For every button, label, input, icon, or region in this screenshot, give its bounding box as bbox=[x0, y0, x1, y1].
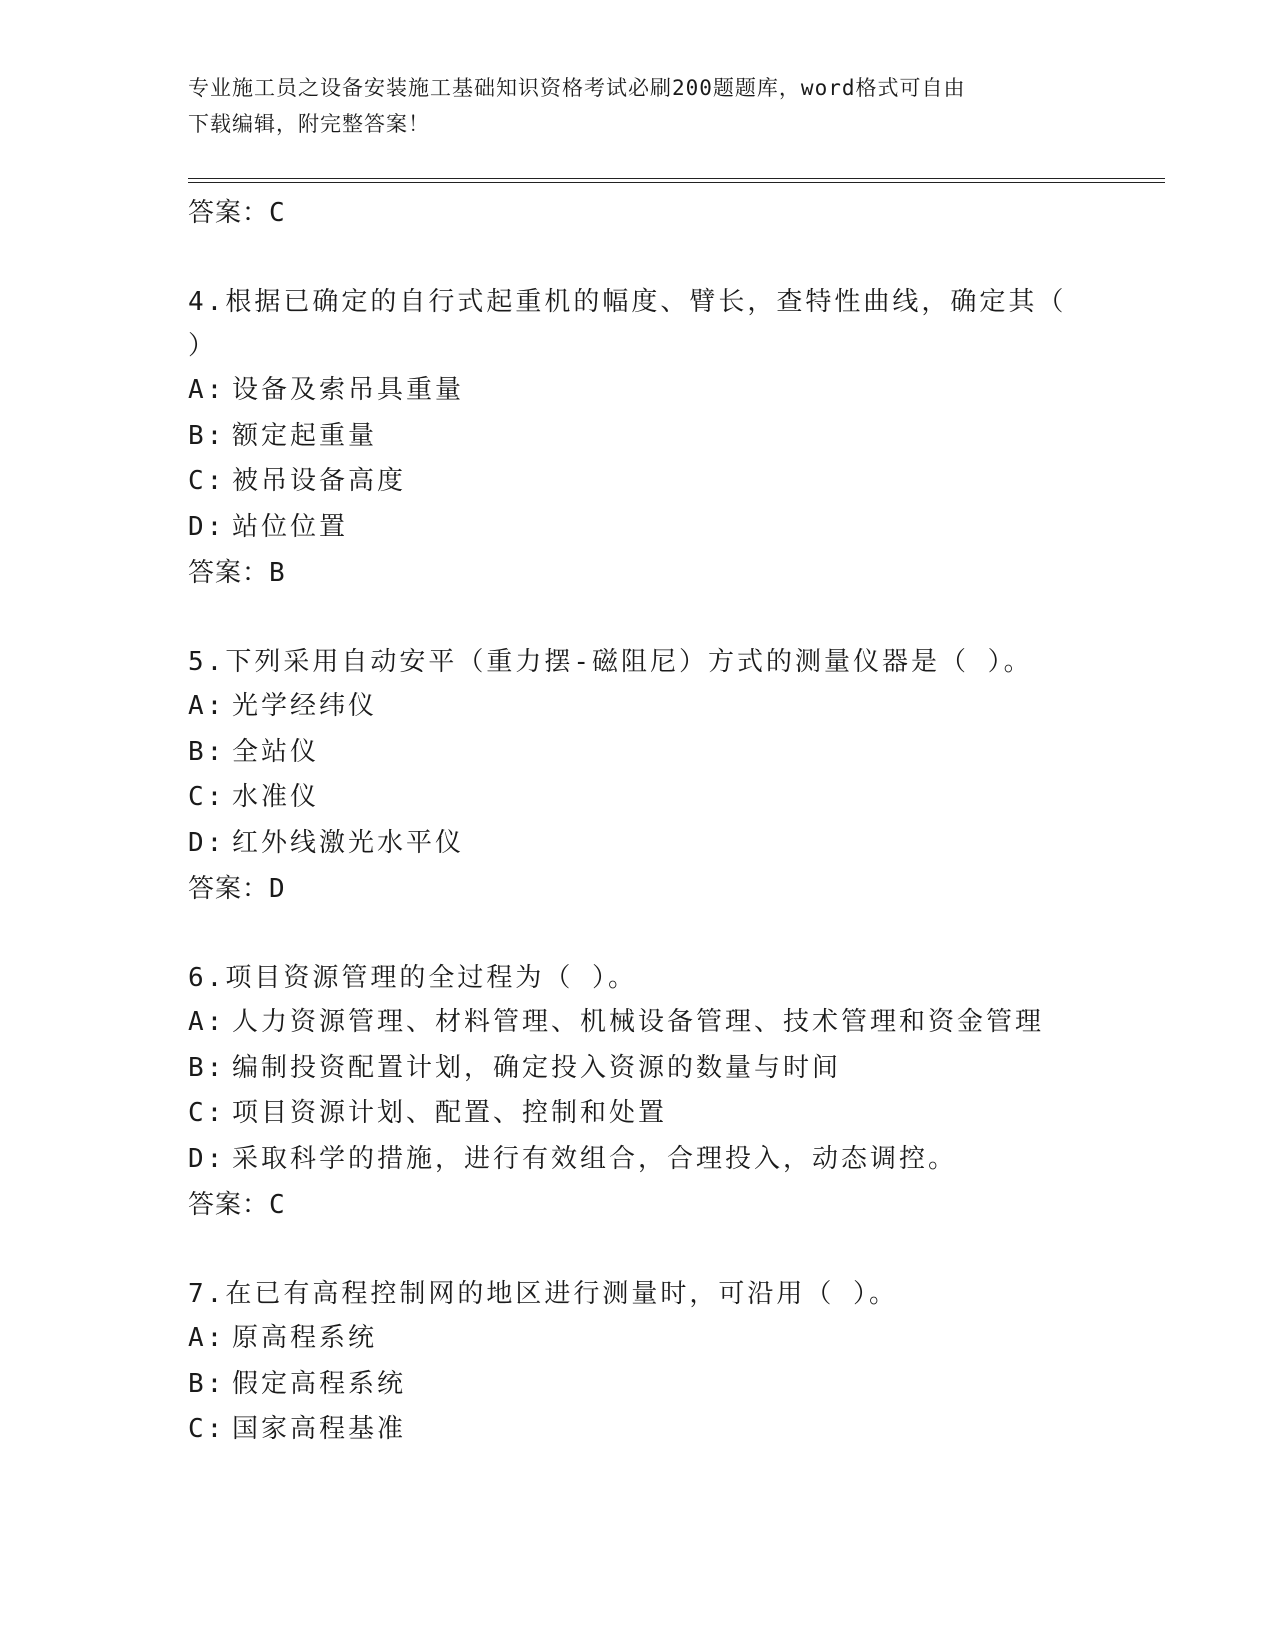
option-letter: A: bbox=[188, 1007, 226, 1037]
option-letter: B: bbox=[188, 1368, 226, 1399]
option-c bbox=[188, 775, 1165, 821]
answer-value: C bbox=[269, 198, 286, 228]
question-stem bbox=[188, 956, 1165, 1000]
option-letter: D: bbox=[188, 1143, 226, 1174]
option-letter: B: bbox=[188, 420, 226, 451]
option-letter: C: bbox=[188, 782, 226, 812]
question-text: 根据已确定的自行式起重机的幅度、臂长，查特性曲线，确定其（ bbox=[225, 287, 1067, 317]
answer-label: 答案： bbox=[188, 874, 270, 904]
option-d bbox=[188, 1137, 1165, 1183]
page-header bbox=[188, 70, 1078, 142]
option-letter: A: bbox=[188, 375, 226, 405]
option-text: 项目资源计划、配置、控制和处置 bbox=[232, 1098, 668, 1128]
option-text: 额定起重量 bbox=[232, 420, 378, 451]
option-a bbox=[188, 684, 1165, 730]
question-text: 下列采用自动安平（重力摆-磁阻尼）方式的测量仪器是（ ）。 bbox=[225, 647, 1033, 677]
header-divider bbox=[188, 178, 1165, 183]
question-list bbox=[188, 190, 1165, 1453]
option-b bbox=[188, 730, 1165, 776]
option-text: 编制投资配置计划，确定投入资源的数量与时间 bbox=[232, 1052, 842, 1083]
option-b bbox=[188, 1046, 1165, 1092]
option-letter: C: bbox=[188, 1414, 226, 1444]
header-title-line1: 专业施工员之设备安装施工基础知识资格考试必刷200题题库，word格式可自由 bbox=[188, 76, 966, 100]
question-stem bbox=[188, 280, 1165, 324]
answer-line bbox=[188, 550, 1165, 596]
option-text: 光学经纬仪 bbox=[232, 691, 378, 721]
option-letter: D: bbox=[188, 827, 226, 858]
question-number: 6. bbox=[188, 963, 226, 993]
answer-value: D bbox=[269, 874, 286, 904]
option-d bbox=[188, 821, 1165, 867]
question-item bbox=[188, 640, 1165, 912]
option-text: 水准仪 bbox=[232, 782, 320, 812]
option-letter: B: bbox=[188, 736, 226, 767]
option-text: 采取科学的措施，进行有效组合，合理投入，动态调控。 bbox=[232, 1143, 958, 1174]
option-c bbox=[188, 1091, 1165, 1137]
option-letter: A: bbox=[188, 1323, 226, 1353]
option-text: 国家高程基准 bbox=[232, 1414, 407, 1444]
question-text: 项目资源管理的全过程为（ ）。 bbox=[225, 963, 637, 993]
option-c bbox=[188, 459, 1165, 505]
answer-line bbox=[188, 190, 1165, 236]
option-b bbox=[188, 1362, 1165, 1408]
answer-value: C bbox=[269, 1190, 286, 1220]
question-item bbox=[188, 956, 1165, 1228]
option-text: 站位位置 bbox=[232, 511, 349, 542]
answer-line bbox=[188, 1182, 1165, 1228]
option-d bbox=[188, 505, 1165, 551]
answer-line bbox=[188, 866, 1165, 912]
option-text: 原高程系统 bbox=[232, 1323, 378, 1353]
question-stem bbox=[188, 640, 1165, 684]
option-text: 被吊设备高度 bbox=[232, 466, 407, 496]
question-stem bbox=[188, 1272, 1165, 1316]
question-text: 在已有高程控制网的地区进行测量时，可沿用（ ）。 bbox=[225, 1279, 898, 1309]
question-stem-continued: ） bbox=[188, 331, 218, 361]
option-letter: D: bbox=[188, 511, 226, 542]
option-a bbox=[188, 368, 1165, 414]
option-letter: C: bbox=[188, 1098, 226, 1128]
question-number: 4. bbox=[188, 287, 226, 317]
answer-value: B bbox=[269, 558, 286, 588]
answer-label: 答案： bbox=[188, 1190, 270, 1220]
option-b bbox=[188, 414, 1165, 460]
question-item bbox=[188, 280, 1165, 596]
option-text: 人力资源管理、材料管理、机械设备管理、技术管理和资金管理 bbox=[232, 1007, 1045, 1037]
option-letter: C: bbox=[188, 466, 226, 496]
question-item bbox=[188, 1272, 1165, 1453]
option-text: 红外线激光水平仪 bbox=[232, 827, 465, 858]
option-text: 设备及索吊具重量 bbox=[232, 375, 465, 405]
question-number: 5. bbox=[188, 647, 226, 677]
answer-label: 答案： bbox=[188, 558, 270, 588]
option-text: 假定高程系统 bbox=[232, 1368, 407, 1399]
option-c bbox=[188, 1407, 1165, 1453]
option-a bbox=[188, 1316, 1165, 1362]
option-a bbox=[188, 1000, 1165, 1046]
header-title-line2: 下载编辑，附完整答案！ bbox=[188, 112, 430, 136]
option-text: 全站仪 bbox=[232, 736, 320, 767]
question-number: 7. bbox=[188, 1279, 226, 1309]
option-letter: A: bbox=[188, 691, 226, 721]
answer-label: 答案： bbox=[188, 198, 270, 228]
option-letter: B: bbox=[188, 1052, 226, 1083]
